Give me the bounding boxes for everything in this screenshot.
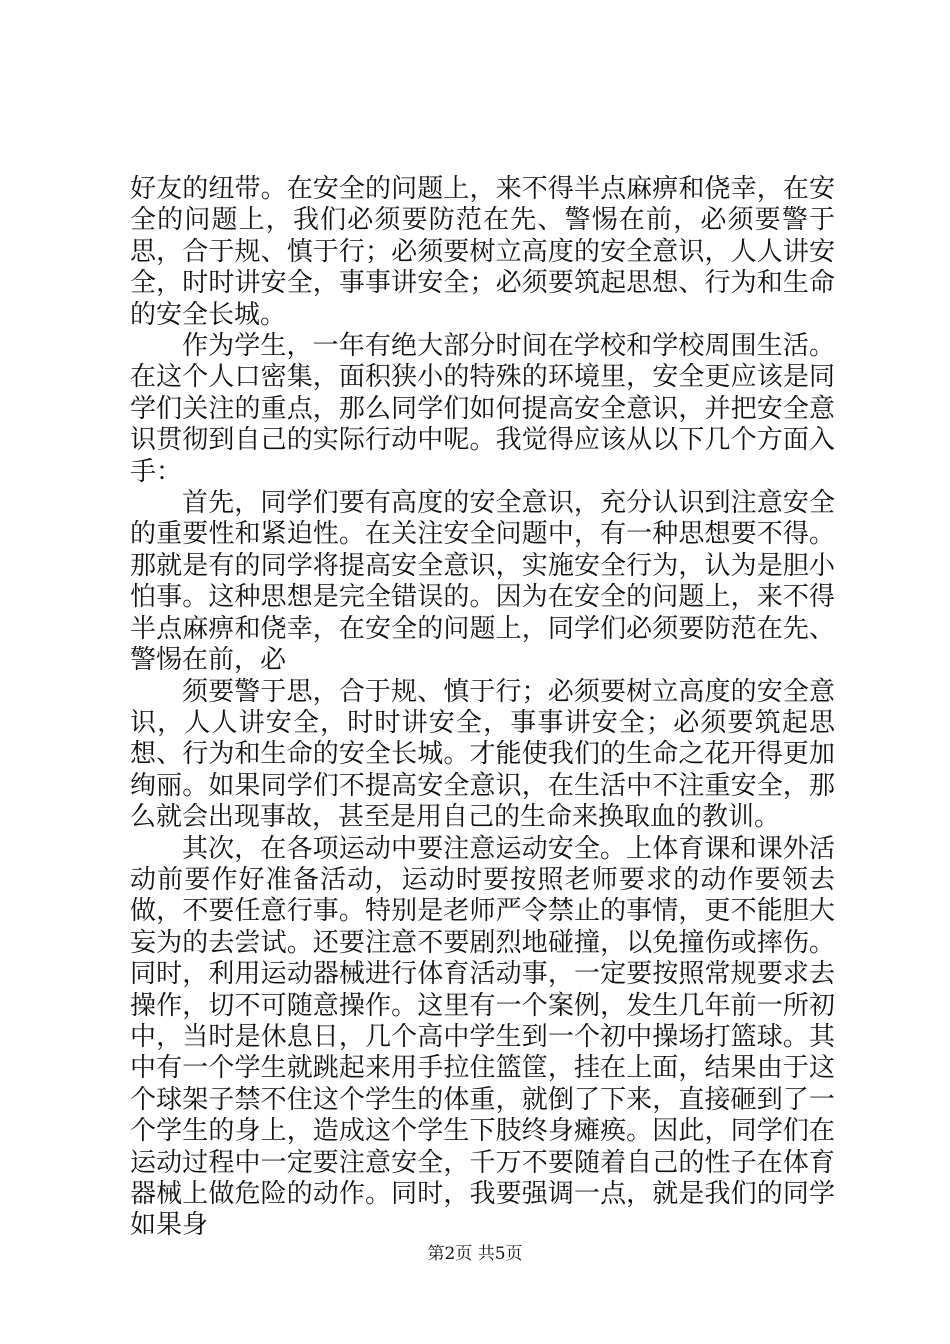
paragraph-student-life: 作为学生，一年有绝大部分时间在学校和学校周围生活。在这个人口密集，面积狭小的特殊的环境里，安全更应该是同学们关注的重点，那么同学们如何提高安全意识，并把安全意识贯彻到自己的实际行动中呢。我觉得应该从以下几个方面入手： <box>130 331 835 487</box>
paragraph-second-point: 其次，在各项运动中要注意运动安全。上体育课和课外活动前要作好准备活动，运动时要按照老师要求的动作要领去做，不要任意行事。特别是老师严令禁止的事情，更不能胆大妄为的去尝试。还要注意不要剧烈地碰撞，以免撞伤或摔伤。同时，利用运动器械进行体育活动事，一定要按照常规要求去操作，切不可随意操作。这里有一个案例，发生几年前一所初中，当时是休息日，几个高中学生到一个初中操场打篮球。其中有一个学生就跳起来用手拉住篮筐，挂在上面，结果由于这个球架子禁不住这个学生的体重，就倒了下来，直接砸到了一个学生的身上，造成这个学生下肢终身瘫痪。因此，同学们在运动过程中一定要注意安全，千万不要随着自己的性子在体育器械上做危险的动作。同时，我要强调一点，就是我们的同学如果身 <box>130 833 835 1241</box>
body-text <box>130 174 835 1242</box>
paragraph-continuation: 好友的纽带。在安全的问题上，来不得半点麻痹和侥幸，在安全的问题上，我们必须要防范在先、警惕在前，必须要警于思，合于规、慎于行；必须要树立高度的安全意识，人人讲安全，时时讲安全，事事讲安全；必须要筑起思想、行为和生命的安全长城。 <box>130 174 835 330</box>
page-number-footer: 第2页 共5页 <box>427 1244 523 1264</box>
paragraph-first-point-continued: 须要警于思，合于规、慎于行；必须要树立高度的安全意识，人人讲安全，时时讲安全，事事讲安全；必须要筑起思想、行为和生命的安全长城。才能使我们的生命之花开得更加绚丽。如果同学们不提高安全意识，在生活中不注重安全，那么就会出现事故，甚至是用自己的生命来换取血的教训。 <box>130 676 835 833</box>
paragraph-first-point: 首先，同学们要有高度的安全意识，充分认识到注意安全的重要性和紧迫性。在关注安全问题中，有一种思想要不得。那就是有的同学将提高安全意识，实施安全行为，认为是胆小怕事。这种思想是完全错误的。因为在安全的问题上，来不得半点麻痹和侥幸，在安全的问题上，同学们必须要防范在先、警惕在前，必 <box>130 488 835 676</box>
